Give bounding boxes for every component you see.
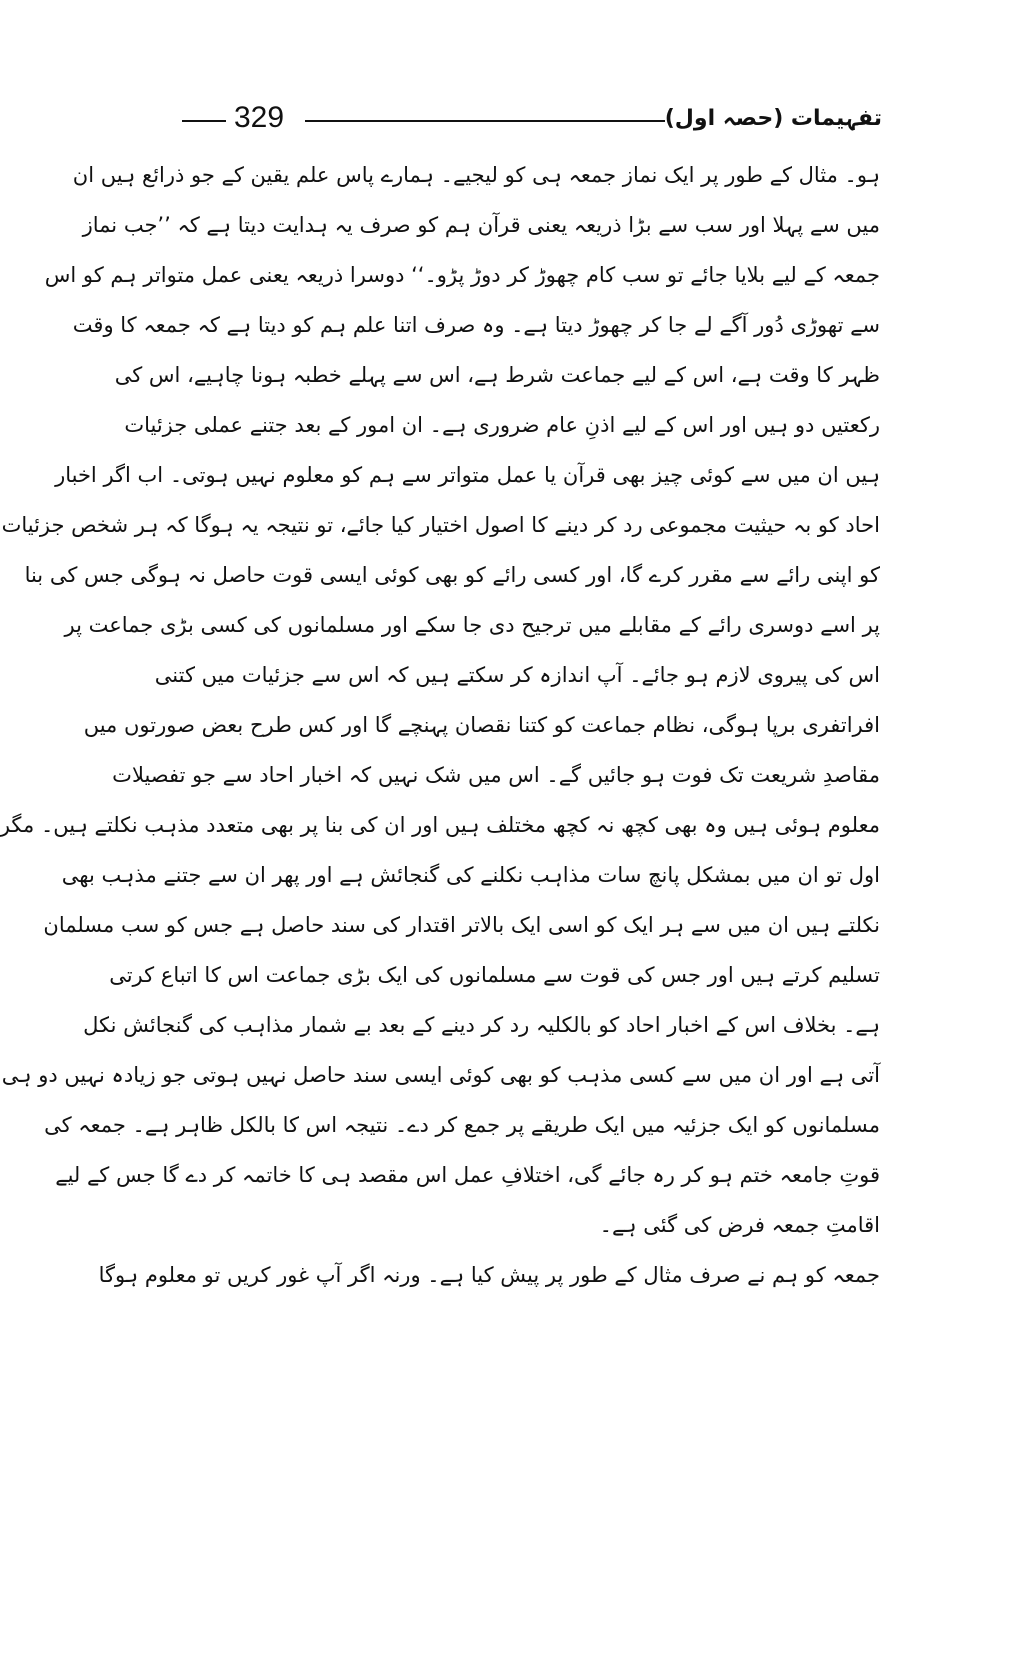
text-line: مقاصدِ شریعت تک فوت ہو جائیں گے۔ اس میں شک نہیں کہ اخبار احاد سے جو تفصیلات	[112, 763, 880, 787]
text-line: اول تو ان میں بمشکل پانچ سات مذاہب نکلنے کی گنجائش ہے اور پھر ان سے جتنے مذہب بھی	[61, 863, 880, 887]
paragraph	[0, 150, 880, 1250]
text-line: سے تھوڑی دُور آگے لے جا کر چھوڑ دیتا ہے۔ وہ صرف اتنا علم ہم کو دیتا ہے کہ جمعہ کا وقت	[72, 313, 880, 337]
text-line: اس کی پیروی لازم ہو جائے۔ آپ اندازہ کر سکتے ہیں کہ اس سے جزئیات میں کتنی	[154, 663, 880, 687]
text-line: اقامتِ جمعہ فرض کی گئی ہے۔	[599, 1213, 880, 1237]
page-header	[182, 98, 882, 138]
text-line: قوتِ جامعہ ختم ہو کر رہ جائے گی، اختلافِ عمل اس مقصد ہی کا خاتمہ کر دے گا جس کے لیے	[55, 1163, 880, 1187]
text-line: تسلیم کرتے ہیں اور جس کی قوت سے مسلمانوں کی ایک بڑی جماعت اس کا اتباع کرتی	[109, 963, 880, 987]
text-line: جمعہ کے لیے بلایا جائے تو سب کام چھوڑ کر دوڑ پڑو۔‘‘ دوسرا ذریعہ یعنی عمل متواتر ہم کو اس	[44, 263, 880, 287]
text-line: معلوم ہوئی ہیں وہ بھی کچھ نہ کچھ مختلف ہیں اور ان کی بنا پر بھی متعدد مذہب نکلتے ہیں۔ مگر	[0, 813, 880, 837]
text-line: نکلتے ہیں ان میں سے ہر ایک کو اسی ایک بالاتر اقتدار کی سند حاصل ہے جس کو سب مسلمان	[43, 913, 880, 937]
text-line: ہے۔ بخلاف اس کے اخبار احاد کو بالکلیہ رد کر دینے کے بعد بے شمار مذاہب کی گنجائش نکل	[83, 1013, 880, 1037]
text-line: ظہر کا وقت ہے، اس کے لیے جماعت شرط ہے، اس سے پہلے خطبہ ہونا چاہیے، اس کی	[114, 363, 880, 387]
text-line: ہو۔ مثال کے طور پر ایک نماز جمعہ ہی کو لیجیے۔ ہمارے پاس علم یقین کے جو ذرائع ہیں ان	[72, 163, 880, 187]
text-line: افراتفری برپا ہوگی، نظام جماعت کو کتنا نقصان پہنچے گا اور کس طرح بعض صورتوں میں	[83, 713, 880, 737]
header-rule-left	[182, 120, 226, 122]
header-rule-middle	[305, 120, 665, 122]
text-line: آتی ہے اور ان میں سے کسی مذہب کو بھی کوئی ایسی سند حاصل نہیں ہوتی جو زیادہ نہیں دو ہی	[1, 1063, 880, 1087]
text-line: پر اسے دوسری رائے کے مقابلے میں ترجیح دی جا سکے اور مسلمانوں کی کسی بڑی جماعت پر	[64, 613, 880, 637]
running-head: تفہیمات (حصہ اول)	[664, 106, 882, 131]
text-line: رکعتیں دو ہیں اور اس کے لیے اذنِ عام ضروری ہے۔ ان امور کے بعد جتنے عملی جزئیات	[124, 413, 880, 437]
text-line: جمعہ کو ہم نے صرف مثال کے طور پر پیش کیا ہے۔ ورنہ اگر آپ غور کریں تو معلوم ہوگا	[98, 1263, 880, 1287]
page-body-text	[0, 150, 880, 1300]
text-line: میں سے پہلا اور سب سے بڑا ذریعہ یعنی قرآن ہم کو صرف یہ ہدایت دیتا ہے کہ ’’جب نماز	[82, 213, 880, 237]
page-number: 329	[234, 101, 285, 134]
paragraph	[98, 1250, 880, 1300]
text-line: مسلمانوں کو ایک جزئیہ میں ایک طریقے پر جمع کر دے۔ نتیجہ اس کا بالکل ظاہر ہے۔ جمعہ کی	[44, 1113, 880, 1137]
text-line: کو اپنی رائے سے مقرر کرے گا، اور کسی رائے کو بھی کوئی ایسی قوت حاصل نہ ہوگی جس کی بنا	[24, 563, 880, 587]
text-line: ہیں ان میں سے کوئی چیز بھی قرآن یا عمل متواتر سے ہم کو معلوم نہیں ہوتی۔ اب اگر اخبار	[55, 463, 880, 487]
text-line: احاد کو بہ حیثیت مجموعی رد کر دینے کا اصول اختیار کیا جائے، تو نتیجہ یہ ہوگا کہ ہر شخص جزئیات	[1, 513, 880, 537]
